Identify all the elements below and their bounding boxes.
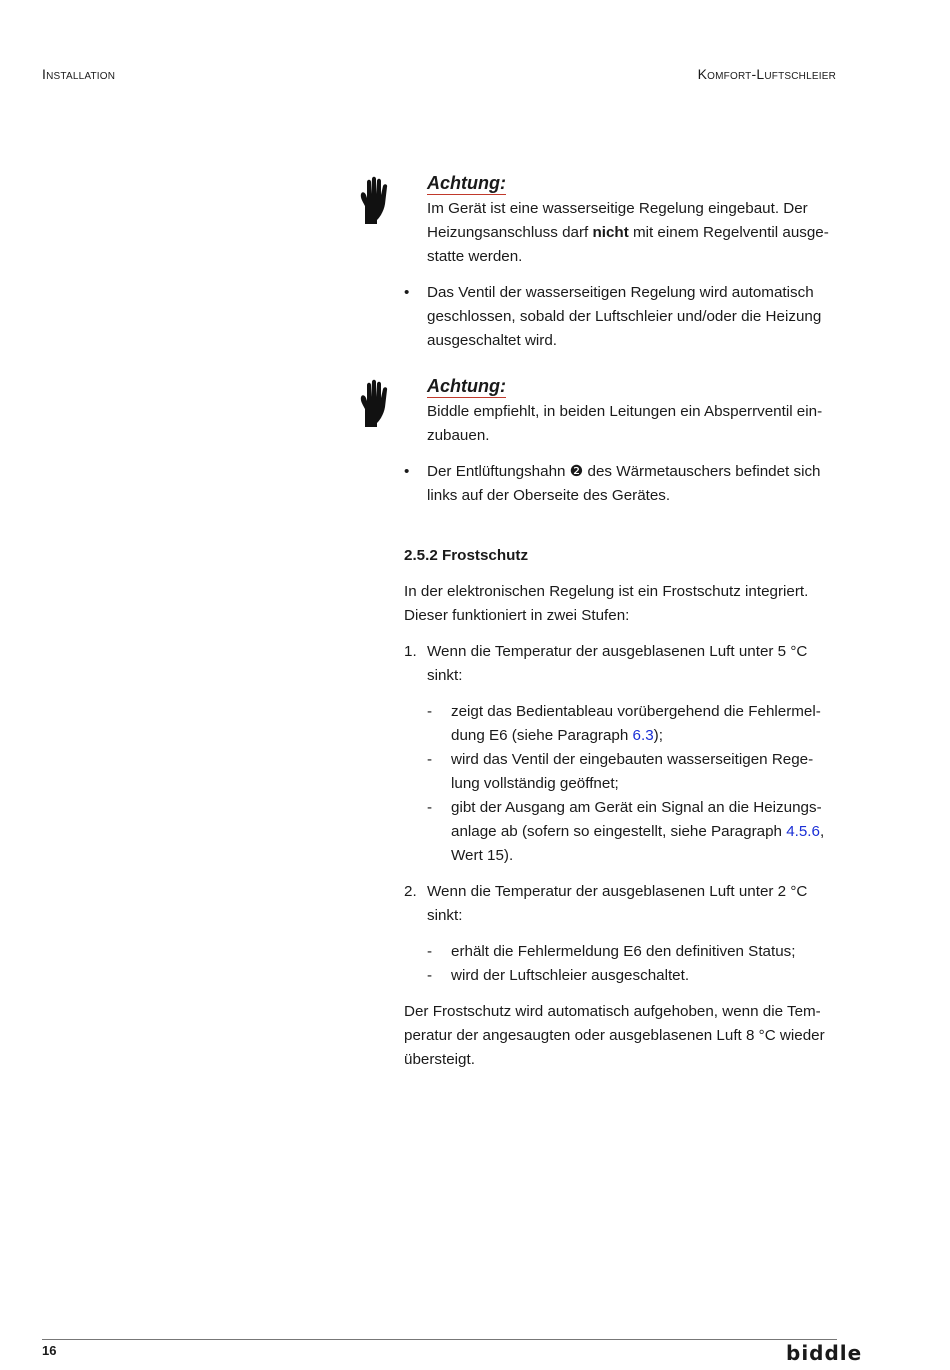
- bullet-symbol: •: [404, 284, 410, 301]
- paragraph-link[interactable]: 4.5.6: [786, 823, 820, 840]
- dash-item: - erhält die Fehlermeldung E6 den definitiven Status;: [427, 943, 796, 960]
- dash-item: - wird das Ventil der eingebauten wasserseitigen Rege-lung vollständig geöffnet;: [427, 751, 814, 792]
- numbered-step-1: [404, 640, 836, 688]
- warning-block-2: [404, 375, 836, 448]
- warning-title: Achtung:: [427, 173, 506, 193]
- bullet-text: Der Entlüftungshahn ❷ des Wärmetauschers befindet sich links auf der Oberseite des Gerätes.: [427, 463, 821, 504]
- step-number: 1.: [404, 643, 417, 660]
- step-text: Wenn die Temperatur der ausgeblasenen Luft unter 5 °C sinkt:: [427, 643, 808, 684]
- footer-divider: [42, 1339, 837, 1340]
- step-text: Wenn die Temperatur der ausgeblasenen Luft unter 2 °C sinkt:: [427, 883, 808, 924]
- section-heading: 2.5.2 Frostschutz: [404, 547, 529, 564]
- section-intro: In der elektronischen Regelung ist ein Frostschutz integriert. Dieser funktioniert in zwei Stufen:: [404, 583, 809, 624]
- header-section-title: Installation: [42, 66, 116, 82]
- dash-item: - gibt der Ausgang am Gerät ein Signal an die Heizungs-anlage ab (sofern so eingestellt, siehe Paragraph 4.5.6, Wert 15).: [427, 799, 825, 864]
- bullet-text: Das Ventil der wasserseitigen Regelung wird automatisch geschlossen, sobald der Luftschleier und/oder die Heizung ausgeschaltet wird.: [427, 284, 822, 349]
- numbered-step-2: [404, 880, 836, 928]
- step-number: 2.: [404, 883, 417, 900]
- main-content: [404, 172, 836, 1084]
- dash-item: - zeigt das Bedientableau vorübergehend die Fehlermel-dung E6 (siehe Paragraph 6.3);: [427, 703, 821, 744]
- step-2-sublist: [404, 940, 836, 988]
- paragraph-link[interactable]: 6.3: [632, 727, 654, 744]
- header-document-title: Komfort-Luftschleier: [697, 66, 836, 82]
- stop-hand-icon: [359, 379, 389, 429]
- page-number: 16: [42, 1343, 57, 1358]
- step-1-sublist: [404, 700, 836, 868]
- biddle-logo: biddle: [786, 1341, 863, 1365]
- warning-text: Biddle empfiehlt, in beiden Leitungen ein Absperrventil ein-zubauen.: [427, 403, 823, 444]
- stop-hand-icon: [359, 176, 389, 226]
- warning-title: Achtung:: [427, 376, 506, 396]
- closing-paragraph: Der Frostschutz wird automatisch aufgehoben, wenn die Tem-peratur der angesaugten oder ausgeblasenen Luft 8 °C wieder übersteigt.: [404, 1003, 825, 1068]
- warning-block-1: [404, 172, 836, 269]
- dash-item: - wird der Luftschleier ausgeschaltet.: [427, 967, 690, 984]
- bullet-item: [404, 460, 836, 508]
- warning-text: Im Gerät ist eine wasserseitige Regelung eingebaut. Der Heizungsanschluss darf nicht mit einem Regelventil ausge-statte werden.: [427, 200, 829, 265]
- bullet-item: [404, 281, 836, 353]
- bullet-symbol: •: [404, 463, 410, 480]
